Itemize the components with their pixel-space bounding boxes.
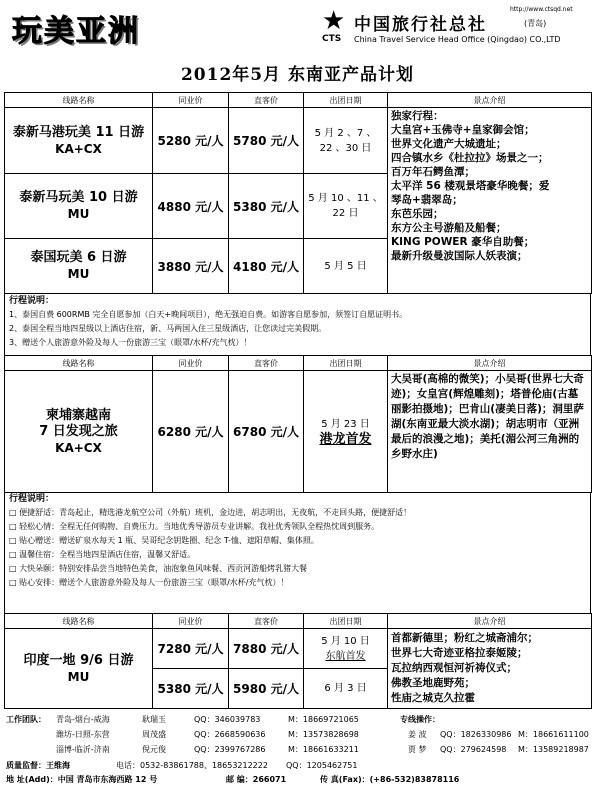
note-line: □ 便捷舒适：青岛起止，精选港龙航空公司（外航）班机，金边进，胡志明出，无夜航，不走回头路，便捷舒适！ (9, 508, 412, 517)
team-area: 潍坊-日照-东营 (56, 730, 110, 739)
direct-price: 4180 元/人 (229, 239, 304, 294)
page-title: 2012年5月 东南亚产品计划 (180, 65, 415, 85)
note-line: 1、泰国自费 600RMB 完全自愿参加（白天+晚间项目），绝无强迫自费。如游客自愿参加，须签订自愿证明书。 (9, 310, 408, 319)
fax: 传 真(Fax)：(+86-532)83878116 (320, 775, 460, 784)
team-qq: QQ：2668590636 (194, 730, 266, 739)
route-name: 泰新马玩美 10 日游 MU (5, 174, 153, 239)
note-line: □ 贴心安排：赠送个人旅游意外险及每人一份旅游三宝（眼罩/水杯/充气枕）！ (9, 578, 289, 587)
table-row (5, 108, 592, 174)
team-name: 耿瑞玉 (142, 715, 166, 724)
hotline-name: 贾 梦 (408, 745, 427, 754)
trade-price: 6280 元/人 (153, 371, 229, 493)
route-name: 泰国玩美 6 日游 MU (5, 239, 153, 294)
trade-price: 3880 元/人 (153, 239, 229, 294)
team-mobile: M：18661633211 (288, 745, 359, 754)
company-city: (青岛) (524, 19, 547, 28)
brand-logo: 玩美亚洲 (12, 14, 140, 49)
quality-qq: QQ：1205462751 (286, 761, 358, 770)
cts-star-icon: ★ (322, 6, 346, 36)
table-row (5, 629, 592, 669)
depart-date: 5 月 10 日 东航首发 (304, 629, 388, 669)
table-row (5, 371, 592, 493)
note-line: 3、赠送个人旅游意外险及每人一份旅游三宝（眼罩/水杯/充气枕）！ (9, 338, 252, 347)
trade-price: 5380 元/人 (153, 669, 229, 709)
product-table-3 (4, 613, 592, 709)
hotline-mobile: M：13589218987 (518, 745, 589, 754)
col-trade-price: 同业价 (153, 356, 229, 371)
col-date: 出团日期 (304, 614, 388, 629)
spots-list: 首都新德里；粉红之城斋浦尔； 世界七大奇迹亚格拉泰姬陵； 瓦拉纳西观恒河祈祷仪式； 佛教圣地鹿野苑； 性庙之城克久拉霍 (388, 629, 592, 709)
note-line: □ 轻松心情：全程无任何购物、自费压力。当地优秀导游员专业讲解。我社优秀领队全程热忱周到服务。 (9, 522, 380, 531)
team-qq: QQ：2399767286 (194, 745, 266, 754)
col-trade-price: 同业价 (153, 93, 229, 108)
notes-2 (4, 492, 591, 614)
company-url: http://www.ctsqd.net (510, 6, 573, 13)
depart-date: 5 月 10 、11 、 22 日 (304, 174, 388, 239)
note-line: 2、泰国全程当地四星级以上酒店住宿，新、马两国入住三星级酒店，让您读过完美假期。 (9, 324, 327, 333)
product-table-2 (4, 355, 592, 493)
col-date: 出团日期 (304, 356, 388, 371)
company-name-en: China Travel Service Head Office (Qingdao) CO.,LTD (354, 35, 561, 44)
note-line: □ 温馨住宿：全程当地四星酒店住宿，温馨又舒适。 (9, 550, 196, 559)
direct-price: 7880 元/人 (229, 629, 304, 669)
col-route: 线路名称 (5, 614, 153, 629)
direct-price: 6780 元/人 (229, 371, 304, 493)
col-route: 线路名称 (5, 356, 153, 371)
col-trade-price: 同业价 (153, 614, 229, 629)
route-name: 印度一地 9/6 日游 MU (5, 629, 153, 709)
depart-date: 5 月 23 日 港龙首发 (304, 371, 388, 493)
direct-price: 5980 元/人 (229, 669, 304, 709)
notes-title: 行程说明： (9, 296, 55, 306)
postcode: 邮 编：266071 (226, 775, 287, 784)
team-area: 青岛-烟台-威海 (56, 715, 110, 724)
col-direct-price: 直客价 (229, 93, 304, 108)
team-name: 周茂盛 (142, 730, 166, 739)
col-spots: 景点介绍 (388, 614, 592, 629)
table-header (5, 93, 592, 108)
note-line: □ 贴心赠送：赠送矿泉水每天 1 瓶、吴哥纪念钥匙圈、纪念 T-恤、遮阳草帽、集体照。 (9, 536, 319, 545)
trade-price: 7280 元/人 (153, 629, 229, 669)
product-table-1 (4, 92, 592, 294)
notes-1 (4, 294, 591, 356)
trade-price: 5280 元/人 (153, 108, 229, 174)
col-direct-price: 直客价 (229, 614, 304, 629)
team-qq: QQ：346039783 (194, 715, 261, 724)
notes-title: 行程说明： (9, 494, 55, 504)
hotline-qq: QQ：1826330986 (440, 730, 512, 739)
col-direct-price: 直客价 (229, 356, 304, 371)
col-spots: 景点介绍 (388, 356, 592, 371)
col-date: 出团日期 (304, 93, 388, 108)
cts-abbr: CTS (322, 34, 342, 44)
header (0, 0, 595, 50)
depart-date: 5 月 5 日 (304, 239, 388, 294)
table-header (5, 356, 592, 371)
col-spots: 景点介绍 (388, 93, 592, 108)
spots-list: 独家行程： 大皇宫+玉佛寺+皇家御会馆； 世界文化遗产大城遗址； 四合镇水乡《杜拉拉》场景之一； 百万年石鳄鱼潭； 太平洋 56 楼观景塔豪华晚餐；爱 琴岛+翡翠岛； 东芭乐园； 东方公主号游船及船餐； KING POWER 豪华自助餐； 最新升级曼波国际人妖表演； (388, 108, 592, 294)
company-name-cn: 中国旅行社总社 (354, 15, 487, 35)
footer (4, 712, 591, 786)
trade-price: 4880 元/人 (153, 174, 229, 239)
hotline-mobile: M：18661611100 (518, 730, 589, 739)
depart-date: 5 月 2 、7 、 22 、30 日 (304, 108, 388, 174)
depart-date: 6 月 3 日 (304, 669, 388, 709)
team-name: 倪元俊 (142, 745, 166, 754)
table-header (5, 614, 592, 629)
team-area: 淄博-临沂-济南 (56, 745, 110, 754)
team-mobile: M：18669721065 (288, 715, 359, 724)
address: 地 址(Add)：中国 青岛市东海西路 12 号 (6, 775, 158, 784)
team-label: 工作团队： (6, 715, 46, 724)
spots-list: 大吴哥(高棉的微笑)；小吴哥(世界七大奇迹)；女皇宫(辉煌雕刻)；塔普伦庙(古墓丽影拍摄地)；巴肯山(凄美日落)；洞里萨湖(东南亚最大淡水湖)；胡志明市（亚洲最后的浪漫之地)；美托(湄公河三角洲的乡野水庄) (388, 371, 592, 493)
hotline-label: 专线操作： (400, 715, 440, 724)
note-line: □ 大快朵颐：特别安排品尝当地特色美食，油泡象鱼风味餐、西贡河游船烤乳猪大餐 (9, 564, 308, 573)
quality-tel: 电话：0532-83861788、18653212222 (116, 761, 268, 770)
route-name: 泰新马港玩美 11 日游 KA+CX (5, 108, 153, 174)
route-name: 柬埔寨越南 7 日发现之旅 KA+CX (5, 371, 153, 493)
hotline-qq: QQ：279624598 (440, 745, 507, 754)
team-mobile: M：13573828698 (288, 730, 359, 739)
hotline-name: 姜 波 (408, 730, 427, 739)
direct-price: 5380 元/人 (229, 174, 304, 239)
quality-supervisor: 质量监督：王维海 (6, 761, 70, 770)
direct-price: 5780 元/人 (229, 108, 304, 174)
col-route: 线路名称 (5, 93, 153, 108)
